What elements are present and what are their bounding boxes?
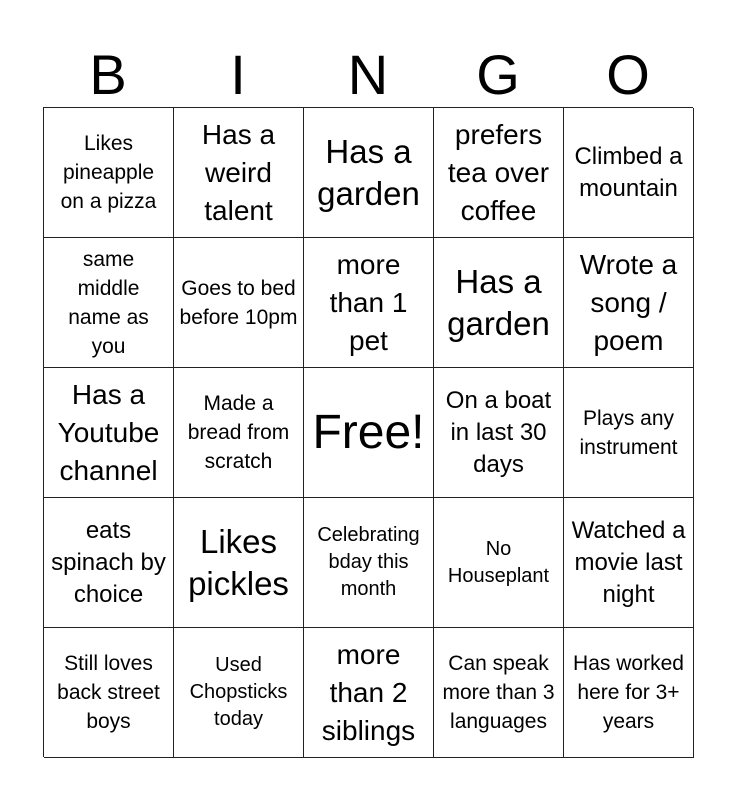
cell-text: Can speak more than 3 languages [442,652,555,733]
cell-text: more than 1 pet [329,248,408,356]
bingo-cell-r3c1[interactable] [44,368,174,498]
cell-text: Goes to bed before 10pm [179,276,298,329]
bingo-cell-r2c4[interactable] [434,238,564,368]
free-space-text: Free! [312,405,425,459]
cell-text: Wrote a song / poem [579,248,678,356]
header-letter-b: B [89,43,127,106]
header-letter-o: O [606,43,650,106]
bingo-cell-r4c1[interactable] [44,498,174,628]
bingo-cell-r3c5[interactable] [564,368,694,498]
bingo-cell-free[interactable] [304,368,434,498]
header-letter-i: I [230,43,246,106]
bingo-cell-r5c5[interactable] [564,628,694,758]
cell-text: prefers tea over coffee [447,118,550,226]
cell-text: Likes pineapple on a pizza [60,132,157,213]
bingo-cell-r3c2[interactable] [174,368,304,498]
bingo-cell-r1c2[interactable] [174,108,304,238]
bingo-cell-r4c3[interactable] [304,498,434,628]
cell-text: more than 2 siblings [321,638,416,746]
cell-text: Likes pickles [188,522,289,602]
bingo-cell-r5c1[interactable] [44,628,174,758]
bingo-cell-r1c5[interactable] [564,108,694,238]
cell-text: Watched a movie last night [571,516,686,608]
bingo-cell-r5c3[interactable] [304,628,434,758]
bingo-header [43,44,693,106]
cell-text: Has a garden [447,262,550,342]
bingo-cell-r4c2[interactable] [174,498,304,628]
cell-text: Still loves back street boys [57,652,160,733]
cell-text: Made a bread from scratch [187,392,290,473]
cell-text: same middle name as you [68,247,149,358]
bingo-cell-r5c4[interactable] [434,628,564,758]
header-letter-g: G [476,43,520,106]
cell-text: eats spinach by choice [51,516,166,608]
cell-text: Celebrating bday this month [317,524,420,600]
bingo-cell-r4c4[interactable] [434,498,564,628]
cell-text: Has a garden [317,132,420,212]
bingo-cell-r2c3[interactable] [304,238,434,368]
bingo-cell-r5c2[interactable] [174,628,304,758]
bingo-cell-r1c4[interactable] [434,108,564,238]
bingo-cell-r2c2[interactable] [174,238,304,368]
bingo-cell-r4c5[interactable] [564,498,694,628]
cell-text: Climbed a mountain [574,142,683,202]
cell-text: Used Chopsticks today [189,654,288,730]
bingo-cell-r1c1[interactable] [44,108,174,238]
bingo-cell-r2c1[interactable] [44,238,174,368]
bingo-cell-r1c3[interactable] [304,108,434,238]
cell-text: On a boat in last 30 days [445,386,552,478]
cell-text: Has worked here for 3+ years [573,652,684,733]
cell-text: Plays any instrument [579,406,678,459]
bingo-board [43,107,693,757]
cell-text: Has a weird talent [201,118,276,226]
cell-text: No Houseplant [447,537,550,587]
header-letter-n: N [347,43,389,106]
bingo-cell-r2c5[interactable] [564,238,694,368]
cell-text: Has a Youtube channel [57,378,160,486]
bingo-cell-r3c4[interactable] [434,368,564,498]
